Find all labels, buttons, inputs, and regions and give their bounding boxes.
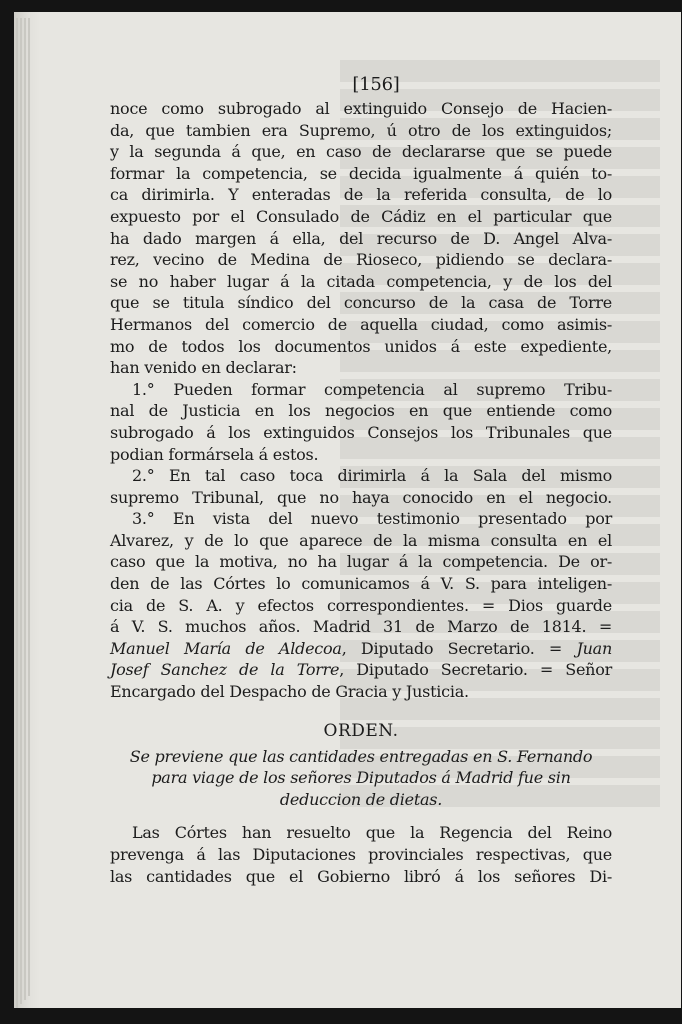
text-line: prevenga á las Diputaciones provinciales respectivas, que <box>110 845 612 864</box>
text-line: 1.° Pueden formar competencia al supremo Tribu- <box>132 379 612 399</box>
signatory-name: Juan <box>576 638 612 658</box>
text-line: podian formársela á estos. <box>110 444 319 464</box>
text-block <box>110 72 612 887</box>
signatory-name: Manuel María de Aldecoa <box>110 638 342 658</box>
text-line: den de las Córtes lo comunicamos á V. S. para inteligen- <box>110 574 612 594</box>
page-edge <box>20 18 22 1004</box>
page-edge <box>16 18 18 1008</box>
text-line: caso que la motiva, no ha lugar á la competencia. De or- <box>110 552 612 572</box>
text-line: á V. S. muchos años. Madrid 31 de Marzo de 1814. = <box>110 617 612 637</box>
summary-line: deduccion de dietas. <box>279 789 443 809</box>
signatory-name: Josef Sanchez de la Torre <box>110 660 340 680</box>
summary-line: para viage de los señores Diputados á Madrid fue sin <box>151 768 571 788</box>
paragraph-continuation <box>110 98 612 379</box>
text-line: da, que tambien era Supremo, ú otro de los extinguidos; <box>110 120 612 140</box>
page-edge <box>24 18 26 1000</box>
closing-line: Encargado del Despacho de Gracia y Justicia. <box>110 682 469 702</box>
text-line: subrogado á los extinguidos Consejos los Tribunales que <box>110 422 612 442</box>
page-edge <box>28 18 30 996</box>
text-line: y la segunda á que, en caso de declararse que se puede <box>110 142 612 162</box>
text-line: que se titula síndico del concurso de la casa de Torre <box>110 293 612 313</box>
text-line: 2.° En tal caso toca dirimirla á la Sala del mismo <box>132 466 612 486</box>
order-summary <box>110 746 612 811</box>
text-line: noce como subrogado al extinguido Consejo de Hacien- <box>110 99 612 118</box>
signature-line-1 <box>110 638 612 660</box>
text-line: las cantidades que el Gobierno libró á los señores Di- <box>110 866 612 886</box>
signatory-title: , Diputado Secretario. = <box>341 638 577 658</box>
text-line: Alvarez, y de lo que aparece de la misma consulta en el <box>110 530 612 550</box>
text-line: ha dado margen á ella, del recurso de D. Angel Alva- <box>110 228 612 248</box>
signatory-title: , Diputado Secretario. = Señor <box>339 660 612 680</box>
text-line: nal de Justicia en los negocios en que entiende como <box>110 401 612 421</box>
order-paragraph <box>110 822 612 887</box>
text-line: Hermanos del comercio de aquella ciudad, como asimis- <box>110 314 612 334</box>
section-heading: ORDEN. <box>323 720 399 741</box>
text-line: mo de todos los documentos unidos á este expediente, <box>110 336 612 356</box>
signature-line-2 <box>110 659 612 681</box>
text-line: cia de S. A. y efectos correspondientes. = Dios guarde <box>110 595 612 615</box>
text-line: han venido en declarar: <box>110 358 297 378</box>
page-number: [156] <box>352 74 400 95</box>
article-3 <box>110 508 612 638</box>
text-line: ca dirimirla. Y enteradas de la referida consulta, de lo <box>110 185 612 205</box>
text-line: formar la competencia, se decida igualmente á quién to- <box>110 163 612 183</box>
text-line: supremo Tribunal, que no haya conocido en el negocio. <box>110 487 612 507</box>
text-line: se no haber lugar á la citada competencia, y de los del <box>110 271 612 291</box>
text-line: 3.° En vista del nuevo testimonio presentado por <box>132 509 612 529</box>
article-1 <box>110 379 612 465</box>
text-line: Las Córtes han resuelto que la Regencia del Reino <box>132 823 612 843</box>
text-line: expuesto por el Consulado de Cádiz en el particular que <box>110 206 612 226</box>
article-2 <box>110 465 612 508</box>
summary-line: Se previene que las cantidades entregadas en S. Fernando <box>129 746 593 766</box>
text-line: rez, vecino de Medina de Rioseco, pidiendo se declara- <box>110 250 612 270</box>
